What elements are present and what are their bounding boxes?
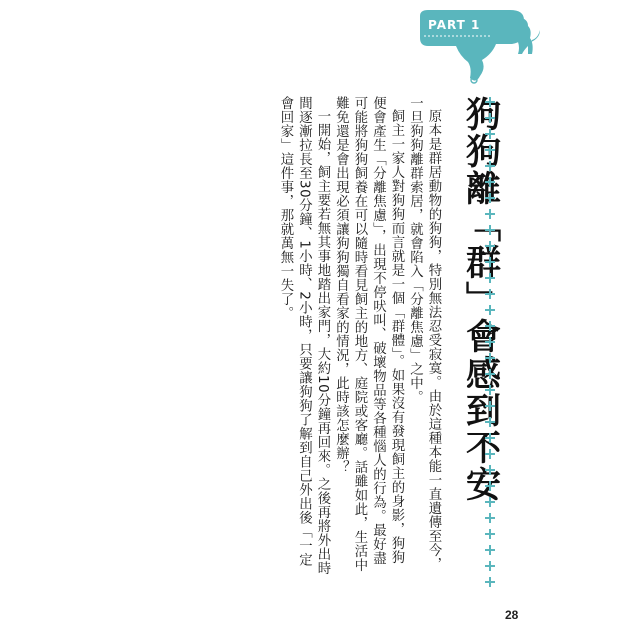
- dog-silhouette-icon: [513, 12, 540, 54]
- page-number: 28: [505, 608, 519, 622]
- cross-icon: [485, 113, 495, 123]
- cross-icon: [485, 561, 495, 571]
- cross-icon: [485, 401, 495, 411]
- cross-icon: [485, 353, 495, 363]
- cross-icon: [485, 369, 495, 379]
- cross-icon: [485, 97, 495, 107]
- cross-icon: [485, 497, 495, 507]
- cross-icon: [485, 209, 495, 219]
- paragraph-3: 一開始，飼主要若無其事地踏出家門，大約10分鐘再回來。之後再將外出時間逐漸拉長至30分鐘、1小時、2小時，只要讓狗狗了解到自己外出後「一定會回家」這件事，那就萬無一失了。: [278, 96, 330, 576]
- cross-icon: [485, 529, 495, 539]
- cross-icon: [485, 481, 495, 491]
- cross-icon: [485, 545, 495, 555]
- cross-icon: [485, 385, 495, 395]
- cross-icon: [485, 161, 495, 171]
- cross-icon: [485, 145, 495, 155]
- cross-icon: [485, 449, 495, 459]
- cross-icon: [485, 129, 495, 139]
- cross-icon: [485, 193, 495, 203]
- cross-icon: [485, 513, 495, 523]
- cross-icon: [485, 225, 495, 235]
- body-text: [276, 96, 443, 576]
- cross-icon: [485, 257, 495, 267]
- cross-icon: [485, 273, 495, 283]
- cross-icon: [485, 465, 495, 475]
- cross-icon: [485, 433, 495, 443]
- cross-icon: [485, 305, 495, 315]
- cross-decoration-column: [481, 96, 499, 591]
- part-badge: [412, 8, 548, 86]
- cross-icon: [485, 321, 495, 331]
- cross-icon: [485, 241, 495, 251]
- cross-icon: [485, 577, 495, 587]
- cross-icon: [485, 337, 495, 347]
- paragraph-1: 原本是群居動物的狗狗，特別無法忍受寂寞。由於這種本能一直遺傳至今，一旦狗狗離群索居，就會陷入「分離焦慮」之中。: [407, 96, 441, 572]
- chapter-title: 狗狗離「群」會感到不安: [460, 96, 501, 503]
- cross-icon: [485, 289, 495, 299]
- cross-icon: [485, 417, 495, 427]
- paragraph-2: 飼主一家人對狗狗而言就是一個「群體」。如果沒有發現飼主的身影，狗狗便會產生「分離焦慮」，出現不停吠叫、破壞物品等各種惱人的行為。最好盡可能將狗狗飼養在可以隨時看見飼主的地方、庭院或客廳。話雖如此，生活中難免還是會出現必須讓狗狗獨自看家的情況，此時該怎麼辦？: [333, 96, 404, 572]
- part-label: PART 1: [428, 18, 481, 32]
- cross-icon: [485, 177, 495, 187]
